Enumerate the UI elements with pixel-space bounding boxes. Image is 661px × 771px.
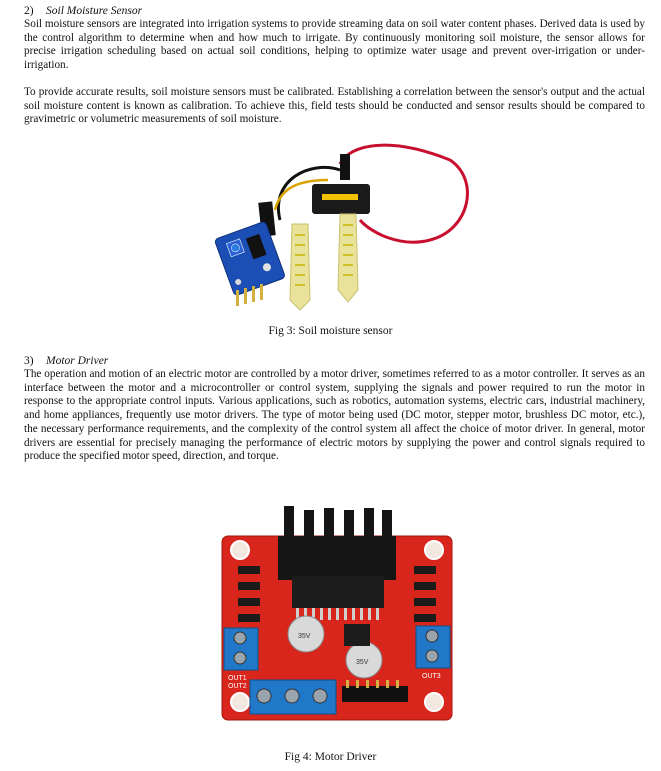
capacitor-label-1: 35V xyxy=(298,633,311,640)
section-heading-motor-driver xyxy=(24,354,108,368)
out3-label: OUT3 xyxy=(422,673,441,680)
figure-motor-driver-image xyxy=(218,502,458,724)
section-number: 3) xyxy=(24,355,34,367)
capacitor-label-2: 35V xyxy=(356,659,369,666)
paragraph-soil-moisture-intro: Soil moisture sensors are integrated into irrigation systems to provide streaming data on soil water content phases. Derived data is used by the control algorithm to determine when and how much to irrigate. By continuously monitoring soil moisture, the sensor allows for precise irrigation scheduling based on actual soil conditions, helping to optimize water usage and prevent over-irrigation or under-irrigation. xyxy=(24,18,645,72)
out2-label: OUT2 xyxy=(228,683,247,690)
figure-3-caption: Fig 3: Soil moisture sensor xyxy=(268,325,393,337)
motor-driver-illustration xyxy=(218,502,458,724)
section-title: Motor Driver xyxy=(46,355,109,367)
soil-moisture-sensor-illustration xyxy=(200,140,480,320)
paragraph-soil-moisture-calibration: To provide accurate results, soil moisture sensors must be calibrated. Establishing a correlation between the sensor's output and the actual soil moisture content is known as calibration. To achieve this, field tests should be conducted and sensor results should be compared to gravimetric or volumetric measurements of soil moisture. xyxy=(24,86,645,126)
section-title: Soil Moisture Sensor xyxy=(46,5,143,17)
out1-label: OUT1 xyxy=(228,675,247,682)
section-heading-soil-moisture-sensor xyxy=(24,4,142,18)
section-number: 2) xyxy=(24,5,34,17)
paragraph-motor-driver: The operation and motion of an electric motor are controlled by a motor driver, sometimes referred to as a motor controller. It serves as an interface between the motor and a microcontroller or control system, supplying the signals and power required to run the motor in response to the appropriate control inputs. Various applications, such as robotics, automation systems, electric cars, industrial machinery, and home appliances, frequently use motor drivers. The type of motor being used (DC motor, stepper motor, brushless DC motor, etc.), the necessary performance requirements, and the complexity of the control system all affect the choice of motor driver. In general, motor drivers are essential for precisely managing the performance of electric motors by supplying the power and control signals required to produce the specified motor speed, direction, and torque. xyxy=(24,368,645,463)
figure-soil-moisture-sensor-image xyxy=(200,140,480,320)
figure-4-caption: Fig 4: Motor Driver xyxy=(284,751,377,763)
